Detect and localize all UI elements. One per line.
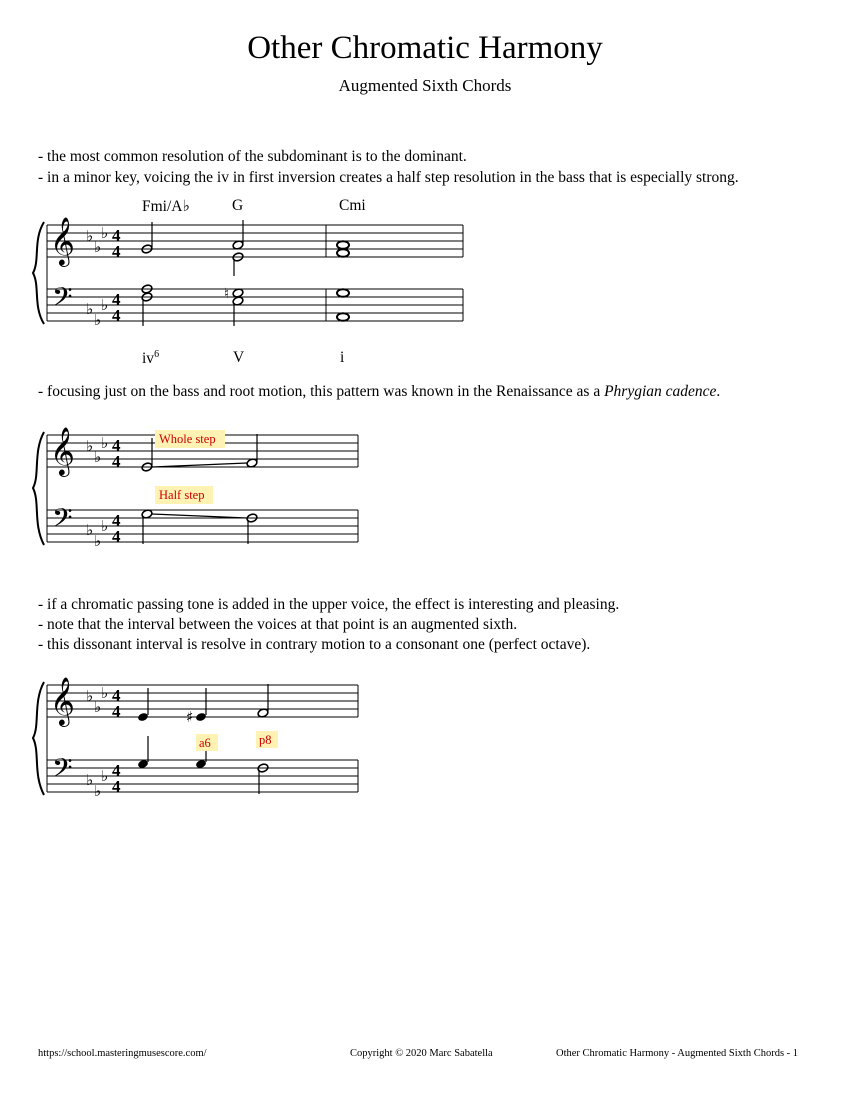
svg-text:♭: ♭ [94,448,102,466]
score-example-3 [0,670,850,800]
footer-url[interactable]: https://school.masteringmusescore.com/ [38,1048,207,1059]
svg-text:4: 4 [112,511,121,530]
bass-clef: 𝄢 [52,281,73,319]
chord-symbol-1: Fmi/A♭ [142,198,190,215]
annotation-p8 [256,731,278,748]
brace [33,222,44,324]
svg-text:4: 4 [112,436,121,455]
annotation-a6 [196,734,218,751]
text-line-1: - the most common resolution of the subdominant is to the dominant. [38,148,467,165]
treble-clef: 𝄞 [50,426,75,475]
bass-staff-lines [47,289,463,321]
treble-clef: 𝄞 [50,216,75,265]
text-line-4: - if a chromatic passing tone is added in the upper voice, the effect is interesting and pleasing. [38,596,620,613]
page-subtitle: Augmented Sixth Chords [338,76,512,95]
text-line-6: - this dissonant interval is resolve in contrary motion to a consonant one (perfect octave). [38,636,591,653]
voice-leading-line [152,514,247,518]
svg-text:♭: ♭ [86,687,94,705]
text-line-5: - note that the interval between the voices at that point is an augmented sixth. [38,616,518,633]
brace [33,432,44,545]
annotation-half-step [155,486,213,504]
svg-text:♭: ♭ [94,782,102,800]
svg-text:♭: ♭ [101,684,109,702]
svg-text:Whole step: Whole step [159,432,216,446]
svg-text:4: 4 [112,686,121,705]
svg-text:♭: ♭ [94,311,102,329]
footer-page-label: Other Chromatic Harmony - Augmented Sixth Chords - 1 [556,1048,799,1059]
chord-symbol-2: G [232,197,244,214]
footer-copyright: Copyright © 2020 Marc Sabatella [350,1048,493,1059]
score-example-1 [0,210,850,340]
time-sig-bottom: 4 [112,306,121,325]
svg-text:♭: ♭ [101,767,109,785]
sharp-accidental: ♯ [186,708,194,726]
treble-clef: 𝄞 [50,676,75,725]
time-sig-top: 4 [112,226,121,245]
voice-leading-line [152,463,247,467]
svg-text:4: 4 [112,777,121,796]
svg-text:♭: ♭ [101,517,109,535]
time-sig-bottom: 4 [112,242,121,261]
brace [33,682,44,795]
roman-numeral-3: i [340,349,345,366]
text-line-2: - in a minor key, voicing the iv in first inversion creates a half step resolution in the bass that is especially strong. [38,169,739,186]
svg-text:♭: ♭ [101,434,109,452]
svg-text:4: 4 [112,452,121,471]
svg-text:Half step: Half step [159,488,205,502]
bass-clef: 𝄢 [52,502,73,540]
svg-text:♭: ♭ [94,698,102,716]
svg-text:♮: ♮ [224,286,230,302]
score-example-2 [0,420,850,550]
svg-text:4: 4 [112,527,121,546]
svg-text:♭: ♭ [86,300,94,318]
annotation-whole-step [155,430,225,448]
roman-numeral-2: V [233,349,245,366]
svg-text:♭: ♭ [86,227,94,245]
svg-text:♭: ♭ [86,521,94,539]
svg-text:4: 4 [112,702,121,721]
page-title: Other Chromatic Harmony [247,30,603,66]
text-line-3: - focusing just on the bass and root motion, this pattern was known in the Renaissance as a Phrygian cadence. [38,383,721,400]
svg-text:p8: p8 [259,733,272,747]
key-signature [86,434,108,550]
time-sig-top: 4 [112,290,121,309]
svg-text:♭: ♭ [94,532,102,550]
svg-text:4: 4 [112,761,121,780]
svg-text:♭: ♭ [94,238,102,256]
roman-numeral-1: $iv^6$ [142,349,160,368]
key-signature [86,224,108,329]
bass-clef: 𝄢 [52,752,73,790]
svg-text:♭: ♭ [86,437,94,455]
svg-text:♭: ♭ [101,224,109,242]
svg-text:♭: ♭ [86,771,94,789]
svg-text:♭: ♭ [101,296,109,314]
treble-staff-lines [47,225,463,257]
key-signature [86,684,108,800]
svg-text:a6: a6 [199,736,211,750]
chord-symbol-3: Cmi [339,197,366,214]
